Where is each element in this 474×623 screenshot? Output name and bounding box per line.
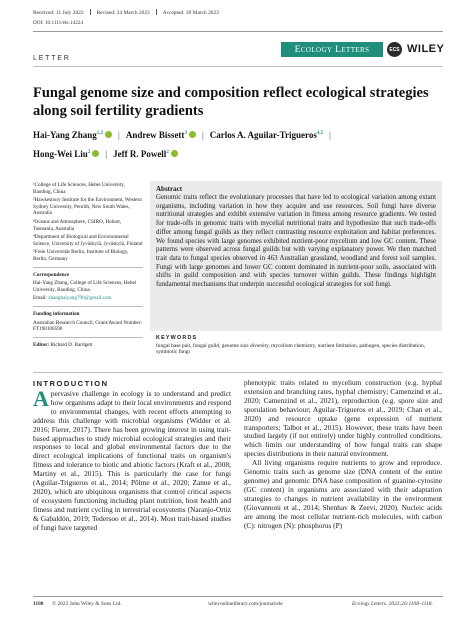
funding-text: Australian Research Council, Grant/Award Number: FT190100590 — [33, 319, 142, 333]
affiliations-column — [33, 182, 143, 350]
author[interactable]: Carlos A. Aguilar-Trigueros$^{4,5}$ — [209, 130, 324, 140]
article-type: LETTER — [33, 55, 71, 62]
paragraph: phenotypic traits related to mycelium construction (e.g. hyphal extension and branching rates, hyphal chemistry; Camenzind et al., 2020; Camenzind et al., 2021), reproduction (e.g. spore size and sporulation behaviour; Aguilar-Trigueros et al., 2019; Chan et al., 2020) and resource uptake (gene expression of nutrient transporters; Talbot et al., 2015). However, these traits have been studied largely (if not entirely) under highly controlled conditions, which limits our understanding of how fungal traits can shape species distributions in their natural environment. — [244, 378, 442, 459]
abstract-text: Genomic traits reflect the evolutionary processes that have led to ecological variation among extant organisms, including variation in how they acquire and use resources. Soil fungi have diverse nutritional strategies and exhibit extensive variation in fitness among resource gradients. We tested for trade-offs in genomic traits with mycelial nutritional traits and hypothesize that such trade-offs differ among fungal guilds as they reflect contrasting resource exploitation and habitat preferences. We found species with large genomes exhibited nutrient-poor mycelium and low GC content. These patterns were observed across fungal guilds but with varying explanatory power. We then matched trait data to fungal species observed in 463 Australian grassland, woodland and forest soil samples. Fungi with large genomes and lower GC content dominated in nutrient-poor soils, associated with shifts in guild composition and with species turnover within guilds. These findings highlight fundamental mechanisms that underpin successful ecological strategies for soil fungi. — [156, 194, 436, 289]
divider — [156, 9, 157, 15]
divider — [33, 306, 143, 307]
article-dates — [33, 9, 219, 16]
affiliation: ³Oceans and Atmosphere, CSIRO, Hobart, Tasmania, Australia — [33, 218, 122, 232]
keywords-text: fungal base pair, fungal guild, genome size diversity, mycelium chemistry, nutrient limitation, pathogen, species distribution, symbiotic fungi — [156, 342, 426, 356]
affiliation: ⁵Freie Universität Berlin, Institute of Biology, Berlin, Germany — [33, 249, 129, 262]
author[interactable]: Hai-Yang Zhang$^{1,2}$ — [33, 130, 112, 140]
author[interactable]: Hong-Wei Liu$^2$ — [33, 149, 99, 159]
received-date: Received: 11 July 2022 — [33, 10, 84, 16]
body-column-right — [244, 379, 442, 530]
orcid-icon[interactable] — [105, 131, 112, 138]
journal-url[interactable]: wileyonlinelibrary.com/journal/ele — [208, 601, 283, 607]
divider — [33, 267, 143, 268]
correspondence-heading: Correspondence — [33, 271, 70, 278]
author[interactable]: Andrew Bissett$^3$ — [126, 130, 196, 140]
divider — [33, 337, 143, 338]
correspondence-email-row: Email: zhanghaiyang798@gmail.com — [33, 295, 112, 302]
divider — [90, 9, 91, 15]
affiliation: ⁴Department of Biological and Environmental Science, University of Jyväskylä, Jyväskylä, Finland — [33, 234, 143, 247]
affiliation: ¹College of Life Sciences, Hebei University, Baoding, China — [33, 182, 125, 195]
header-rule — [33, 31, 443, 32]
keywords-heading: KEYWORDS — [156, 335, 198, 341]
abstract-heading: Abstract — [156, 185, 183, 193]
accepted-date: Accepted: 30 March 2023 — [162, 10, 219, 16]
doi[interactable]: DOI: 10.1111/ele.14224 — [33, 20, 83, 26]
orcid-icon[interactable] — [92, 150, 99, 157]
divider — [33, 372, 443, 373]
divider — [33, 66, 443, 67]
article-title: Fungal genome size and composition reflect ecological strategies along soil fertility gradients — [33, 85, 429, 119]
author[interactable]: Jeff R. Powell$^2$ — [113, 149, 178, 159]
editor-row: Editor: Richard D. Bardgett — [33, 341, 93, 348]
drop-cap: A — [33, 386, 49, 411]
journal-banner[interactable]: Ecology Letters — [281, 42, 383, 57]
abstract-box — [150, 181, 442, 331]
revised-date: Revised: 24 March 2023 — [96, 10, 150, 16]
orcid-icon[interactable] — [171, 150, 178, 157]
page-number: 1108 — [33, 601, 44, 607]
orcid-icon[interactable] — [189, 131, 196, 138]
citation: Ecology Letters. 2023;26:1108–1118. — [352, 601, 433, 607]
paragraph: A pervasive challenge in ecology is to understand and predict how organisms adapt to their local environments and respond to environmental changes, with recent efforts attempting to address this challenge with microbial organisms (Widder et al. 2016; Fierer, 2017). There has been growing interest in using trait-based approaches to study microbial ecological strategies and their responses to local and global environmental factors due to the direct ecological implications of functional traits on organism's fitness and tolerance to biotic and abiotic factors (Kraft et al., 2008; Martiny et al., 2015). This is particularly the case for fungi (Aguilar-Trigueros et al., 2014; Põlme et al., 2020; Zanne et al., 2020), which are ubiquitous organisms that control critical aspects of ecosystem functioning including plant nutrition, host health and fitness and nutrient cycling in terrestrial ecosystems (Naranjo-Ortiz & Gabaldón, 2019; Tedersoo et al., 2014). Most trait-based studies of fungi have targeted — [33, 386, 231, 532]
footer-rule — [33, 596, 443, 597]
funding-heading: Funding information — [33, 310, 80, 317]
publisher-logo[interactable]: WILEY — [407, 43, 445, 55]
correspondence-text: Hai-Yang Zhang, College of Life Sciences, Hebei University, Baoding, China. — [33, 280, 137, 293]
keywords-section — [156, 335, 441, 356]
author-list: Hai-Yang Zhang$^{1,2}$ | Andrew Bissett$^3$ | Carlos A. Aguilar-Trigueros$^{4,5}$ | Hong-Wei Liu$^2$ | Jeff R. Powell$^2$ — [33, 130, 331, 159]
section-heading: INTRODUCTION — [33, 379, 109, 388]
copyright: © 2023 John Wiley & Sons Ltd. — [52, 601, 122, 607]
society-logo-icon: ECS — [387, 42, 402, 57]
paragraph: All living organisms require nutrients to grow and reproduce. Genomic traits such as genome size (DNA content of the entire genome) and genomic DNA base composition of guanine-cytosine (GC content) in organisms are associated with their adaptation strategies to changes in nutrient availability in the environment (Giovannoni et al., 2014; Shenhav & Zeevi, 2020). Nucleic acids are among the most cellular nutrient-rich molecules, with carbon (C): nitrogen (N): phosphorus (P) — [244, 458, 442, 530]
body-column-left — [33, 386, 231, 533]
affiliation: ²Hawkesbury Institute for the Environment, Western Sydney University, Penrith, New South Wales, Australia — [33, 197, 142, 217]
email-link[interactable]: zhanghaiyang798@gmail.com — [48, 295, 112, 302]
